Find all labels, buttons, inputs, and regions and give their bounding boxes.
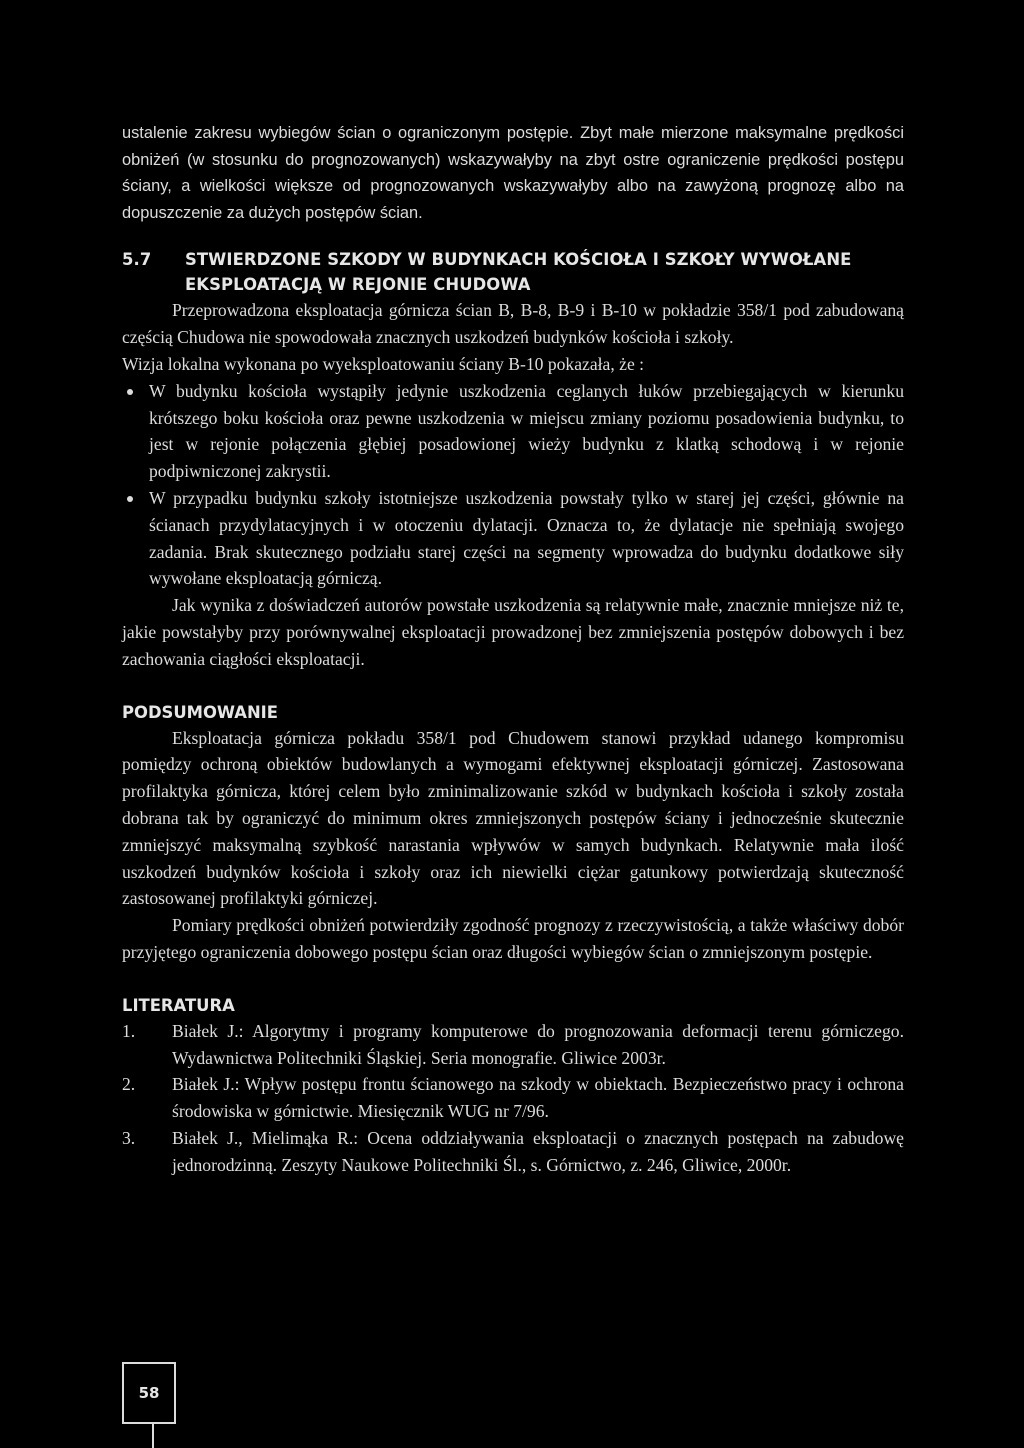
summary-paragraph-2: Pomiary prędkości obniżeń potwierdziły zgodność prognozy z rzeczywistością, a także właściwy dobór przyjętego ograniczenia dobowego postępu ścian oraz długości wybiegów ścian o zmniejszonym postępie. [122, 915, 904, 962]
reference-item [122, 1125, 904, 1179]
summary-paragraph-1: Eksploatacja górnicza pokładu 358/1 pod Chudowem stanowi przykład udanego kompromisu pomiędzy ochroną obiektów budowlanych a wymogami efektywnej eksploatacji górniczej. Zastosowana profilaktyka górnicza, której celem było zminimalizowanie szkód w budynkach kościoła i szkoły została dobrana tak by ograniczyć do minimum okres zmniejszonych postępów ściany i jednocześnie skutecznie zmniejszyć maksymalną szybkość narastania wpływów w samych budynkach. Relatywnie mała ilość uszkodzeń budynków kościoła i szkoły oraz ich niewielki ciężar gatunkowy potwierdzają skuteczność zastosowanej profilaktyki górniczej. [122, 727, 904, 909]
reference-text: Białek J.: Algorytmy i programy komputerowe do prognozowania deformacji terenu górniczego. Wydawnictwa Politechniki Śląskiej. Seria monografie. Gliwice 2003r. [172, 1020, 904, 1068]
page-number-tick [152, 1424, 154, 1448]
section-title: STWIERDZONE SZKODY W BUDYNKACH KOŚCIOŁA I SZKOŁY WYWOŁANE EKSPLOATACJĄ W REJONIE CHUDOWA [185, 250, 852, 295]
list-item [122, 485, 904, 592]
reference-item [122, 1071, 904, 1125]
bullet-icon [127, 389, 133, 395]
reference-text: Białek J.: Wpływ postępu frontu ścianowego na szkody w obiektach. Bezpieczeństwo pracy i ochrona środowiska w górnictwie. Miesięcznik WUG nr 7/96. [172, 1074, 904, 1122]
reference-number: 1. [122, 1020, 136, 1041]
summary-heading: PODSUMOWANIE [122, 702, 278, 722]
intro-paragraph: ustalenie zakresu wybiegów ścian o ograniczonym postępie. Zbyt małe mierzone maksymalne prędkości obniżeń (w stosunku do prognozowanych) wskazywałyby na zbyt ostre ograniczenie prędkości postępu ściany, a wielkości większe od prognozowanych wskazywałyby albo na zawyżoną prognozę albo na dopuszczenie za dużych postępów ścian. [122, 124, 904, 222]
references-list [122, 1018, 904, 1179]
bullet-icon [127, 496, 133, 502]
section-paragraph-2: Wizja lokalna wykonana po wyeksploatowaniu ściany B-10 pokazała, że : [122, 353, 645, 374]
list-item [122, 378, 904, 485]
page-number: 58 [138, 1384, 160, 1402]
findings-list [122, 378, 904, 592]
reference-number: 2. [122, 1074, 136, 1095]
reference-text: Białek J., Mielimąka R.: Ocena oddziaływania eksploatacji o znacznych postępach na zabudowę jednorodzinną. Zeszyty Naukowe Politechniki Śl., s. Górnictwo, z. 246, Gliwice, 2000r. [172, 1127, 904, 1175]
reference-item [122, 1018, 904, 1072]
page-number-box [122, 1362, 176, 1424]
section-paragraph-3: Jak wynika z doświadczeń autorów powstałe uszkodzenia są relatywnie małe, znacznie mniejsze niż te, jakie powstałyby przy porównywalnej eksploatacji prowadzonej bez zmniejszenia postępów dobowych i bez zachowania ciągłości eksploatacji. [122, 595, 904, 669]
document-page [122, 120, 904, 1178]
reference-number: 3. [122, 1127, 136, 1148]
section-paragraph-1: Przeprowadzona eksploatacja górnicza ścian B, B-8, B-9 i B-10 w pokładzie 358/1 pod zabudowaną częścią Chudowa nie spowodowała znacznych uszkodzeń budynków kościoła i szkoły. [122, 300, 904, 348]
literature-heading: LITERATURA [122, 995, 235, 1015]
section-heading [122, 247, 904, 297]
list-item-text: W przypadku budynku szkoły istotniejsze uszkodzenia powstały tylko w starej jej części, głównie na ścianach przydylatacyjnych i w otoczeniu dylatacji. Oznacza to, że dylatacje nie spełniają swojego zadania. Brak skutecznego podziału starej części na segmenty wprowadza do budynku dodatkowe siły wywołane eksploatacją górniczą. [149, 487, 904, 589]
list-item-text: W budynku kościoła wystąpiły jedynie uszkodzenia ceglanych łuków przebiegających w kierunku krótszego boku kościoła oraz pewne uszkodzenia w miejscu zmiany poziomu posadowienia budynku, to jest w rejonie połączenia głębiej posadowionej wieży budynku z klatką schodową i w rejonie podpiwniczonej zakrystii. [149, 380, 904, 482]
section-number: 5.7 [122, 250, 152, 270]
